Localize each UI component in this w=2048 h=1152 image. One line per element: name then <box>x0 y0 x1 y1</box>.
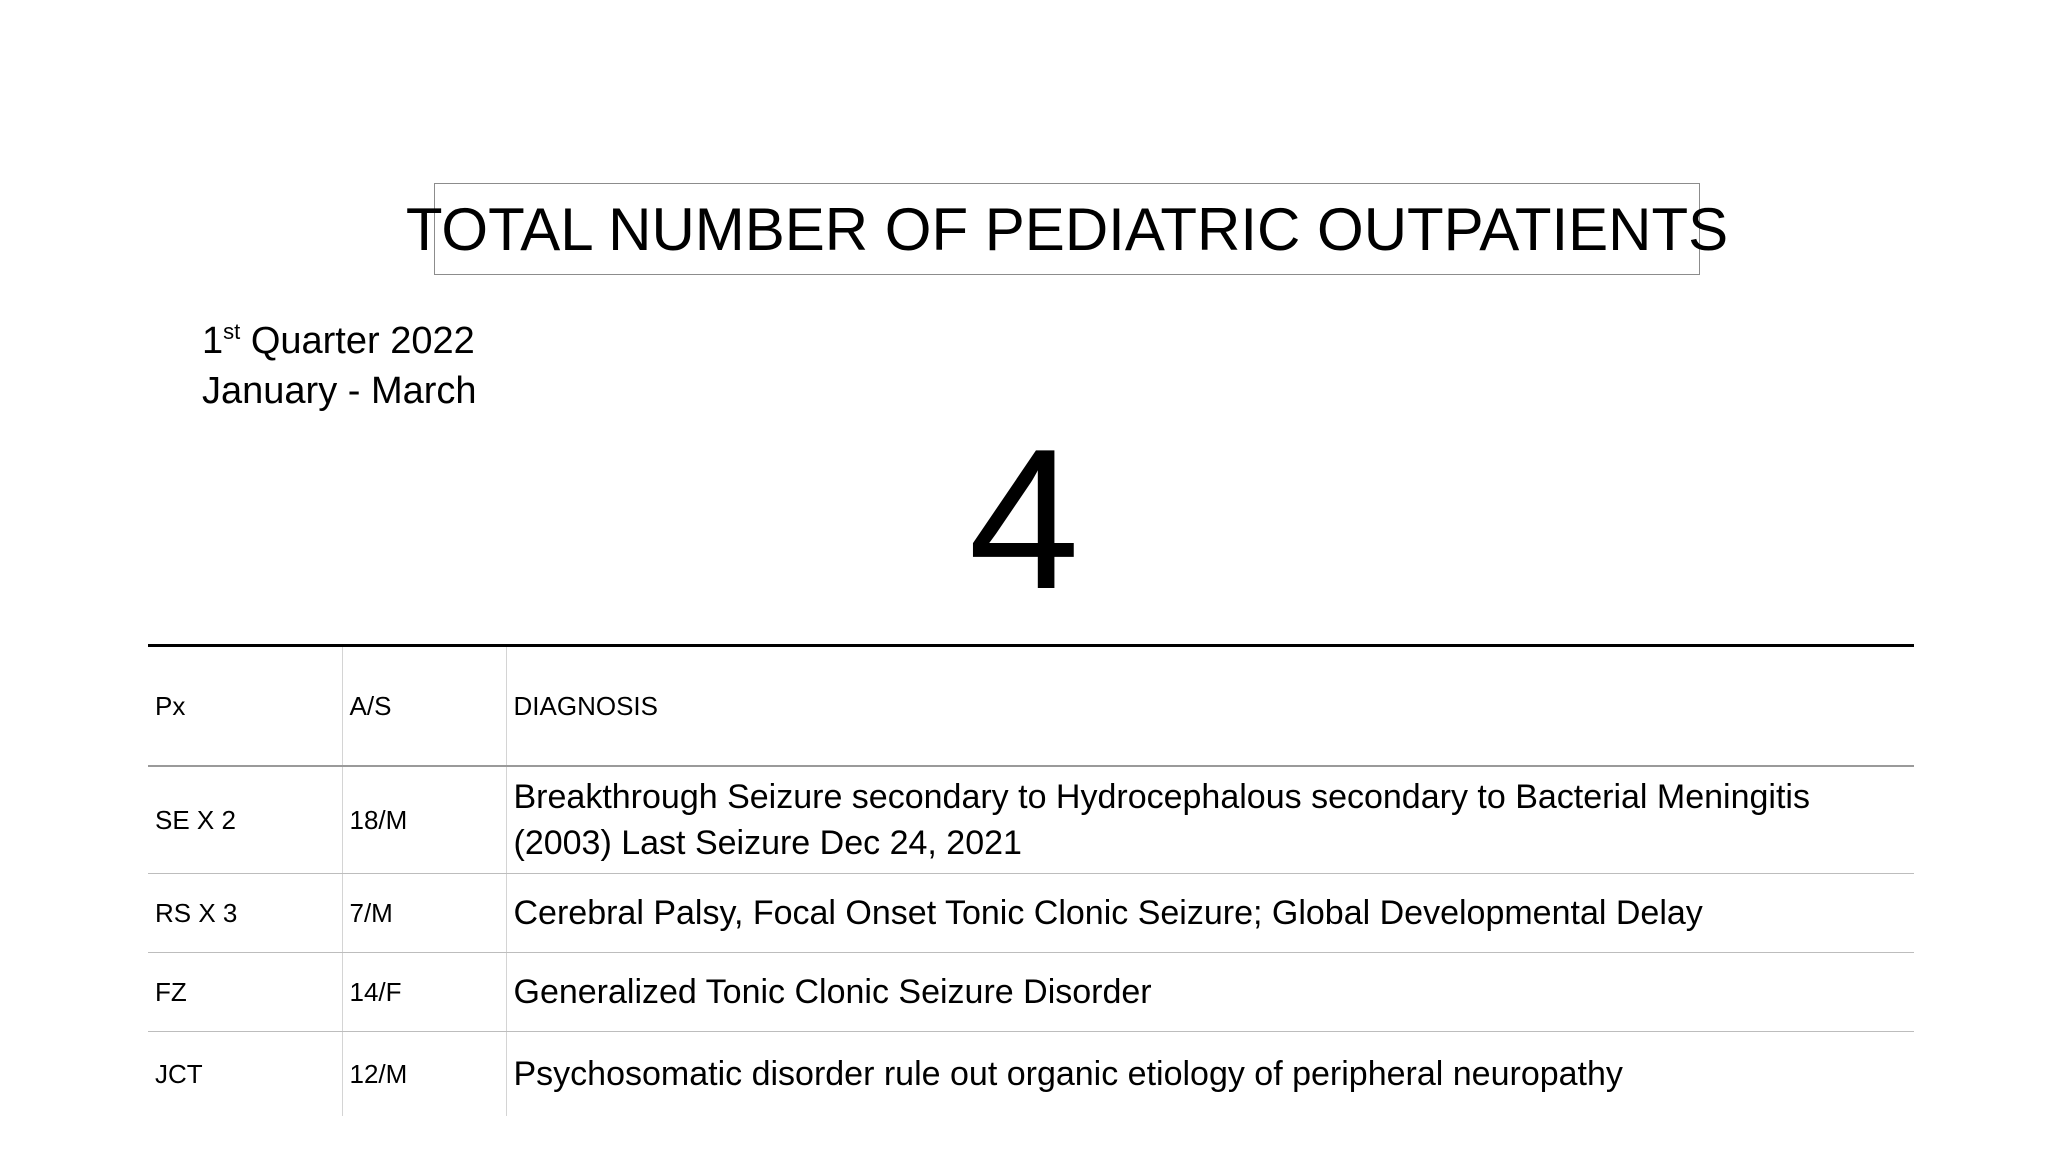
cell-age-sex: 7/M <box>342 874 506 953</box>
quarter-label <box>202 316 477 366</box>
cell-age-sex: 14/F <box>342 953 506 1032</box>
table-row <box>148 766 1914 874</box>
header-age-sex: A/S <box>342 646 506 767</box>
cell-diagnosis: Breakthrough Seizure secondary to Hydrocephalous secondary to Bacterial Meningitis (2003) Last Seizure Dec 24, 2021 <box>506 766 1914 874</box>
quarter-rest: Quarter 2022 <box>240 320 475 362</box>
month-range: January - March <box>202 370 477 412</box>
cell-diagnosis: Cerebral Palsy, Focal Onset Tonic Clonic Seizure; Global Developmental Delay <box>506 874 1914 953</box>
quarter-suffix: st <box>223 319 241 344</box>
cell-age-sex: 12/M <box>342 1032 506 1117</box>
header-px: Px <box>148 646 342 767</box>
table-row <box>148 874 1914 953</box>
cell-age-sex: 18/M <box>342 766 506 874</box>
slide-title: TOTAL NUMBER OF PEDIATRIC OUTPATIENTS <box>405 195 1729 263</box>
table-header-row <box>148 646 1914 767</box>
quarter-number: 1 <box>202 320 224 362</box>
total-count: 4 <box>968 408 1080 631</box>
cell-px: SE X 2 <box>148 766 342 874</box>
cell-px: JCT <box>148 1032 342 1117</box>
cell-px: FZ <box>148 953 342 1032</box>
cell-diagnosis: Generalized Tonic Clonic Seizure Disorder <box>506 953 1914 1032</box>
header-diagnosis: DIAGNOSIS <box>506 646 1914 767</box>
table-row <box>148 953 1914 1032</box>
cell-px: RS X 3 <box>148 874 342 953</box>
cell-diagnosis: Psychosomatic disorder rule out organic etiology of peripheral neuropathy <box>513 1055 1623 1093</box>
patient-table <box>148 644 1914 1116</box>
reporting-period <box>202 316 477 416</box>
table-row <box>148 1032 1914 1117</box>
title-box <box>405 183 1729 275</box>
